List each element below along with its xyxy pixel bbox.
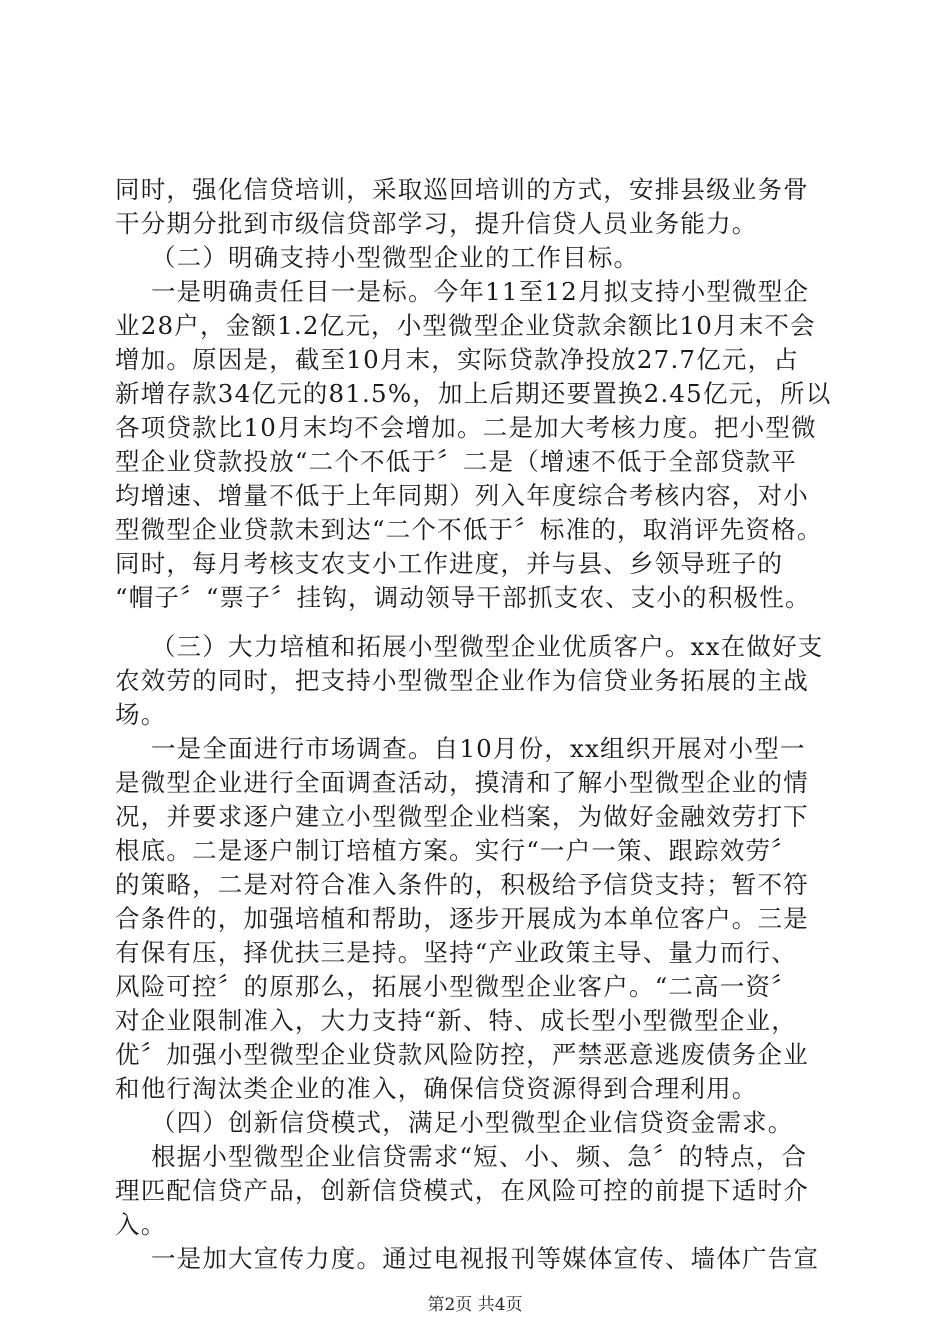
- text-line: 风险可控〞的原那么，拓展小型微型企业客户。“二高一资〞: [115, 972, 797, 1001]
- text-line: 农效劳的同时，把支持小型微型企业作为信贷业务拓展的主战: [115, 666, 809, 695]
- text-line: 新增存款34亿元的81.5%，加上后期还要置换2.45亿元，所以: [115, 379, 832, 408]
- section-heading: （四）创新信贷模式，满足小型微型企业信贷资金需求。: [115, 1108, 794, 1137]
- text-line: 一是全面进行市场调查。自10月份，xx组织开展对小型一: [115, 734, 806, 763]
- section-heading: （二）明确支持小型微型企业的工作目标。: [115, 243, 640, 272]
- text-line: 同时，强化信贷培训，采取巡回培训的方式，安排县级业务骨: [115, 175, 809, 204]
- text-line: “帽子〞“票子〞挂钩，调动领导干部抓支农、支小的积极性。: [115, 583, 811, 612]
- text-line: 场。: [115, 700, 167, 729]
- text-line: 况，并要求逐户建立小型微型企业档案，为做好金融效劳打下: [115, 802, 809, 831]
- text-line: 一是加大宣传力度。通过电视报刊等媒体宣传、墙体广告宣: [115, 1244, 820, 1273]
- text-line: 理匹配信贷产品，创新信贷模式，在风险可控的前提下适时介: [115, 1176, 809, 1205]
- text-line: 一是明确责任目一是标。今年11至12月拟支持小型微型企: [115, 277, 810, 306]
- text-line: 业28户，金额1.2亿元，小型微型企业贷款余额比10月末不会: [115, 311, 816, 340]
- text-line: 增加。原因是，截至10月末，实际贷款净投放27.7亿元，占: [115, 345, 800, 374]
- section-heading: （三）大力培植和拓展小型微型企业优质客户。xx在做好支: [115, 632, 824, 661]
- text-line: 干分期分批到市级信贷部学习，提升信贷人员业务能力。: [115, 209, 758, 238]
- text-line: 有保有压，择优扶三是持。坚持“产业政策主导、量力而行、: [115, 938, 797, 967]
- text-line: 和他行淘汰类企业的准入，确保信贷资源得到合理利用。: [115, 1074, 758, 1103]
- text-line: 合条件的，加强培植和帮助，逐步开展成为本单位客户。三是: [115, 904, 809, 933]
- text-line: 型微型企业贷款未到达“二个不低于〞标准的，取消评先资格。: [115, 515, 823, 544]
- text-line: 对企业限制准入，大力支持“新、特、成长型小型微型企业，: [115, 1006, 797, 1035]
- text-line: 均增速、增量不低于上年同期）列入年度综合考核内容，对小: [115, 481, 809, 510]
- text-line: 根据小型微型企业信贷需求“短、小、频、急〞的特点，合: [115, 1142, 808, 1171]
- text-line: 入。: [115, 1210, 167, 1239]
- page-footer: 第2页 共4页: [427, 1295, 523, 1315]
- text-line: 优〞加强小型微型企业贷款风险防控，严禁恶意逃废债务企业: [115, 1040, 809, 1069]
- text-line: 型企业贷款投放“二个不低于〞二是（增速不低于全部贷款平: [115, 447, 797, 476]
- text-line: 的策略，二是对符合准入条件的，积极给予信贷支持；暂不符: [115, 870, 809, 899]
- text-line: 各项贷款比10月末均不会增加。二是加大考核力度。把小型微: [115, 413, 817, 442]
- text-line: 根底。二是逐户制订培植方案。实行“一户一策、跟踪效劳〞: [115, 836, 797, 865]
- text-line: 是微型企业进行全面调查活动，摸清和了解小型微型企业的情: [115, 768, 809, 797]
- text-line: 同时，每月考核支农支小工作进度，并与县、乡领导班子的: [115, 549, 784, 578]
